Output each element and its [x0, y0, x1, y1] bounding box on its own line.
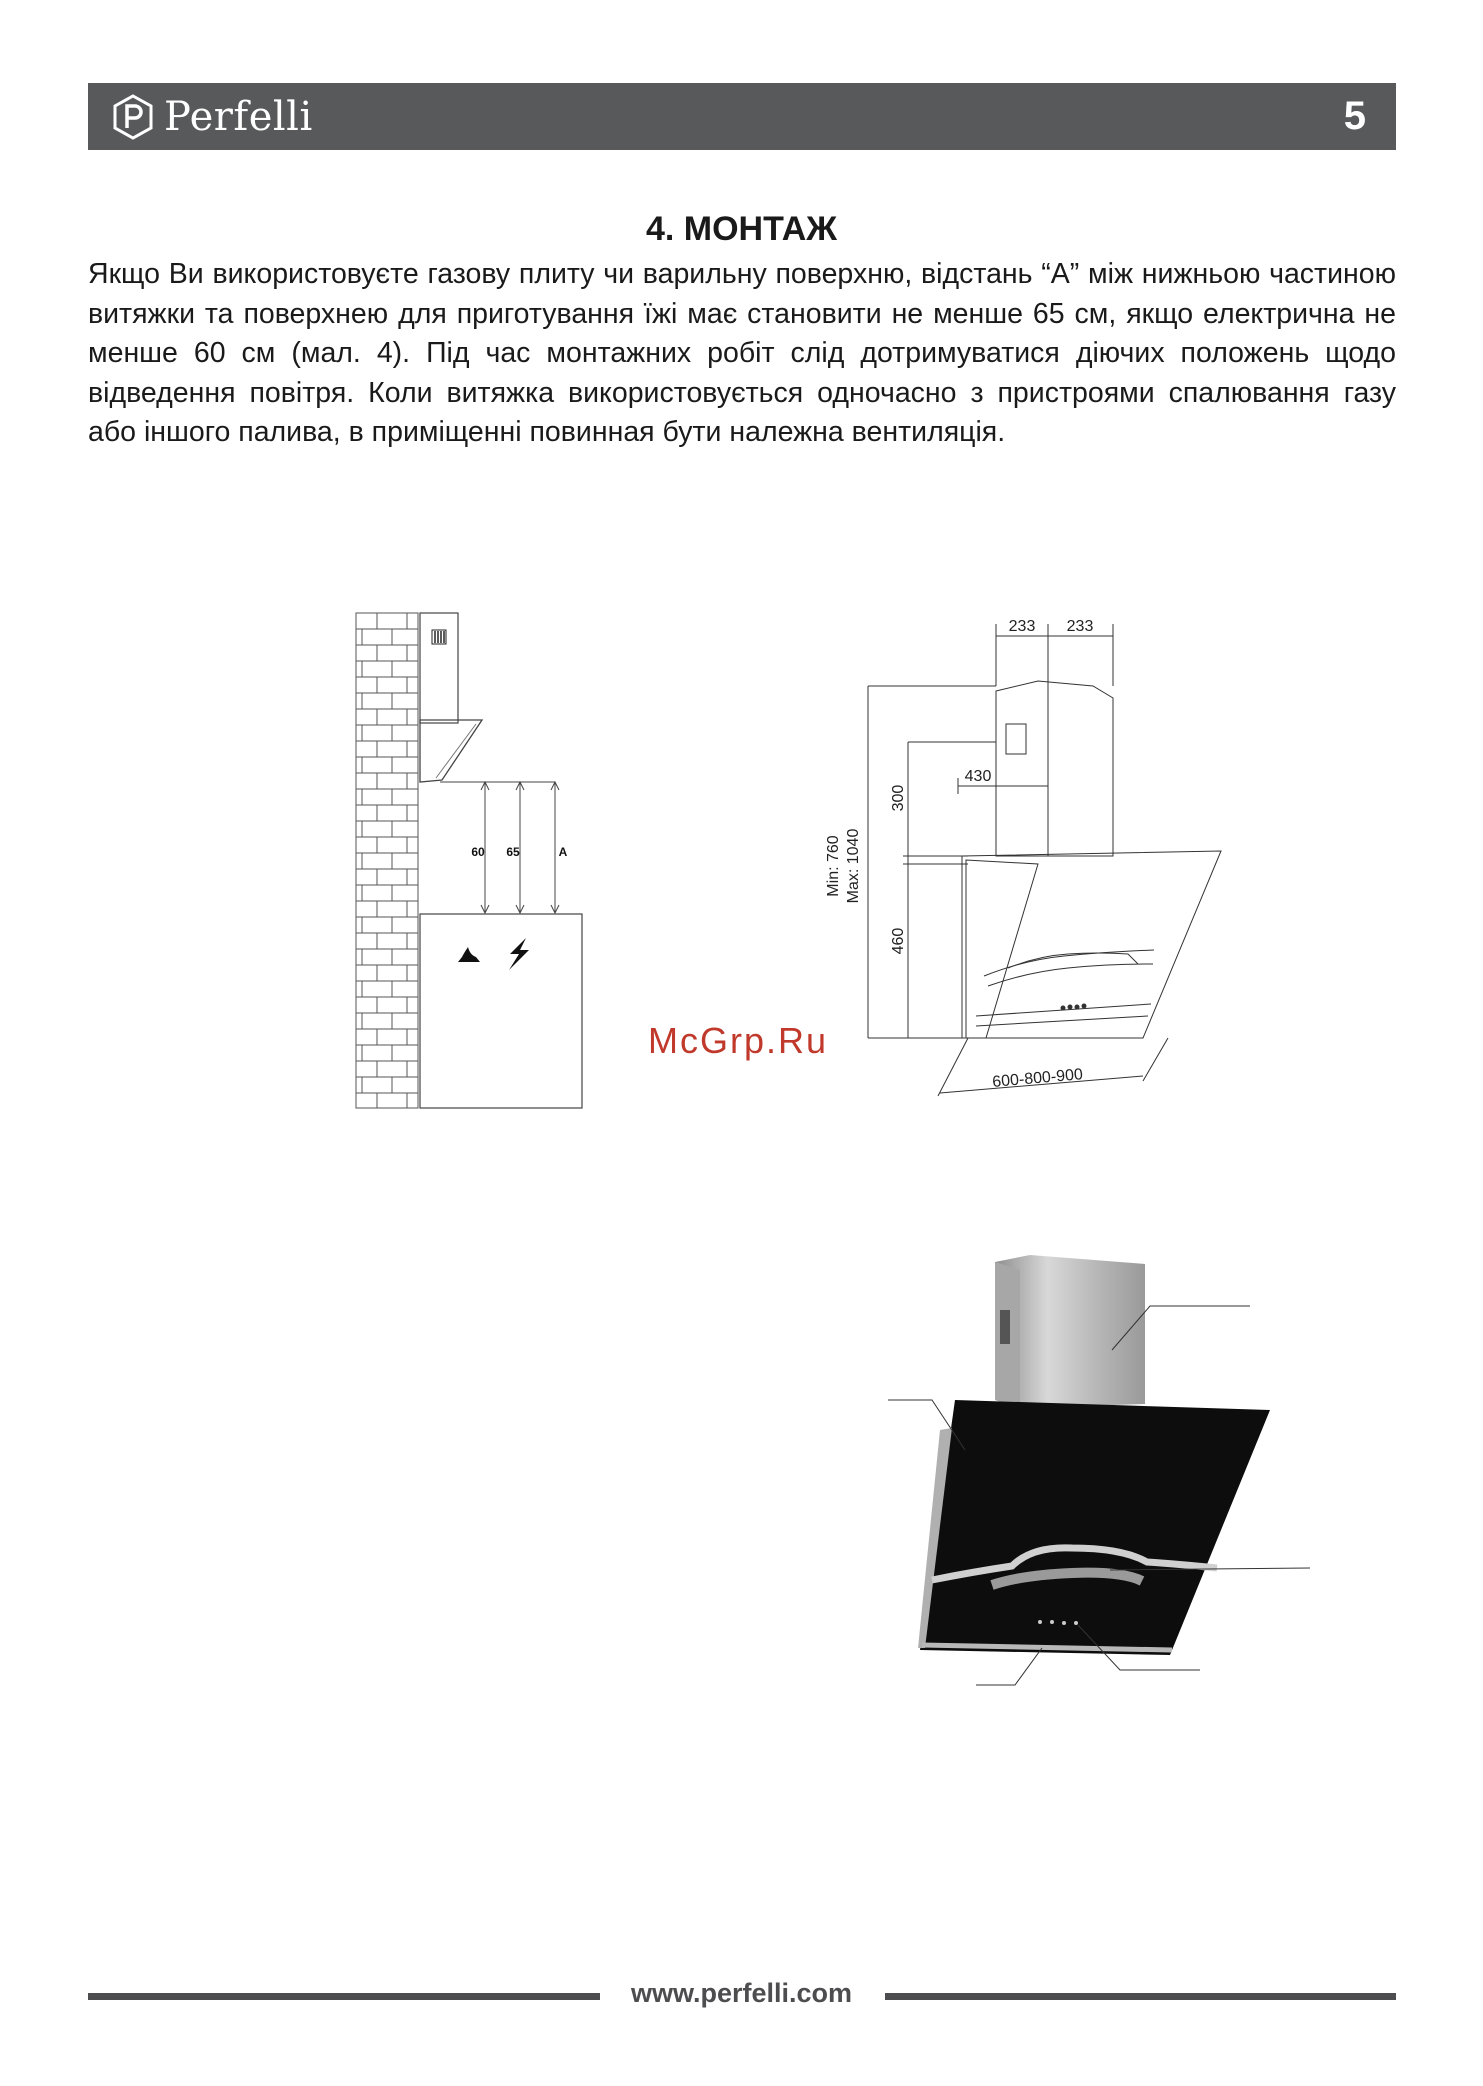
section-title: 4. МОНТАЖ [645, 210, 838, 248]
gas-flame-icon [458, 947, 480, 962]
brand-logo [112, 93, 313, 140]
dim-width-right: 233 [1066, 618, 1094, 635]
perfelli-logo-icon [112, 94, 154, 140]
page-number: 5 [1343, 94, 1366, 138]
hood-glass-drawing [962, 851, 1221, 1038]
watermark-text: McGrp.Ru [648, 1020, 829, 1061]
dim-60-label: 60 [471, 845, 485, 859]
footer-rule-left [88, 1993, 600, 2000]
dim-max-height: Max: 1040 [845, 828, 862, 904]
brand-name: Perfelli [164, 93, 313, 140]
dim-body-height: 460 [890, 927, 907, 955]
brick-wall [356, 613, 418, 1108]
dim-widths: 600-800-900 [991, 1066, 1084, 1091]
page-header [88, 83, 1396, 150]
dimensions-figure [808, 606, 1238, 1106]
dim-65-label: 65 [506, 845, 520, 859]
dim-depth: 430 [964, 768, 992, 785]
electric-bolt-icon [509, 938, 529, 970]
dim-a-label: A [558, 845, 568, 859]
black-glass-panel [920, 1400, 1270, 1655]
installation-clearance-figure [350, 608, 590, 1113]
footer-url[interactable]: www.perfelli.com [630, 1978, 853, 2008]
dim-chimney-height: 300 [890, 784, 907, 812]
dim-min-height: Min: 760 [825, 835, 842, 897]
footer-rule-right [885, 1993, 1396, 2000]
chimney-drawing [996, 681, 1113, 856]
hood-side-view [420, 720, 482, 782]
dim-width-left: 233 [1008, 618, 1036, 635]
callout-bottom-edge [976, 1648, 1042, 1685]
cooker-unit [420, 914, 582, 1108]
product-illustration [880, 1250, 1320, 1700]
section-paragraph: Якщо Ви використовуєте газову плиту чи варильну поверхню, відстань “А” між нижньою частиною витяжки та поверхнею для приготування їжі має становити не менше 65 см, якщо електрична не менше 60 см (мал. 4). Під час монтажних робіт слід дотримуватися діючих положень щодо відведення повітря. Коли витяжка використовується одночасно з пристроями спалювання газу або іншого палива, в приміщенні повинная бути належна вентиляція. [88, 258, 1396, 448]
